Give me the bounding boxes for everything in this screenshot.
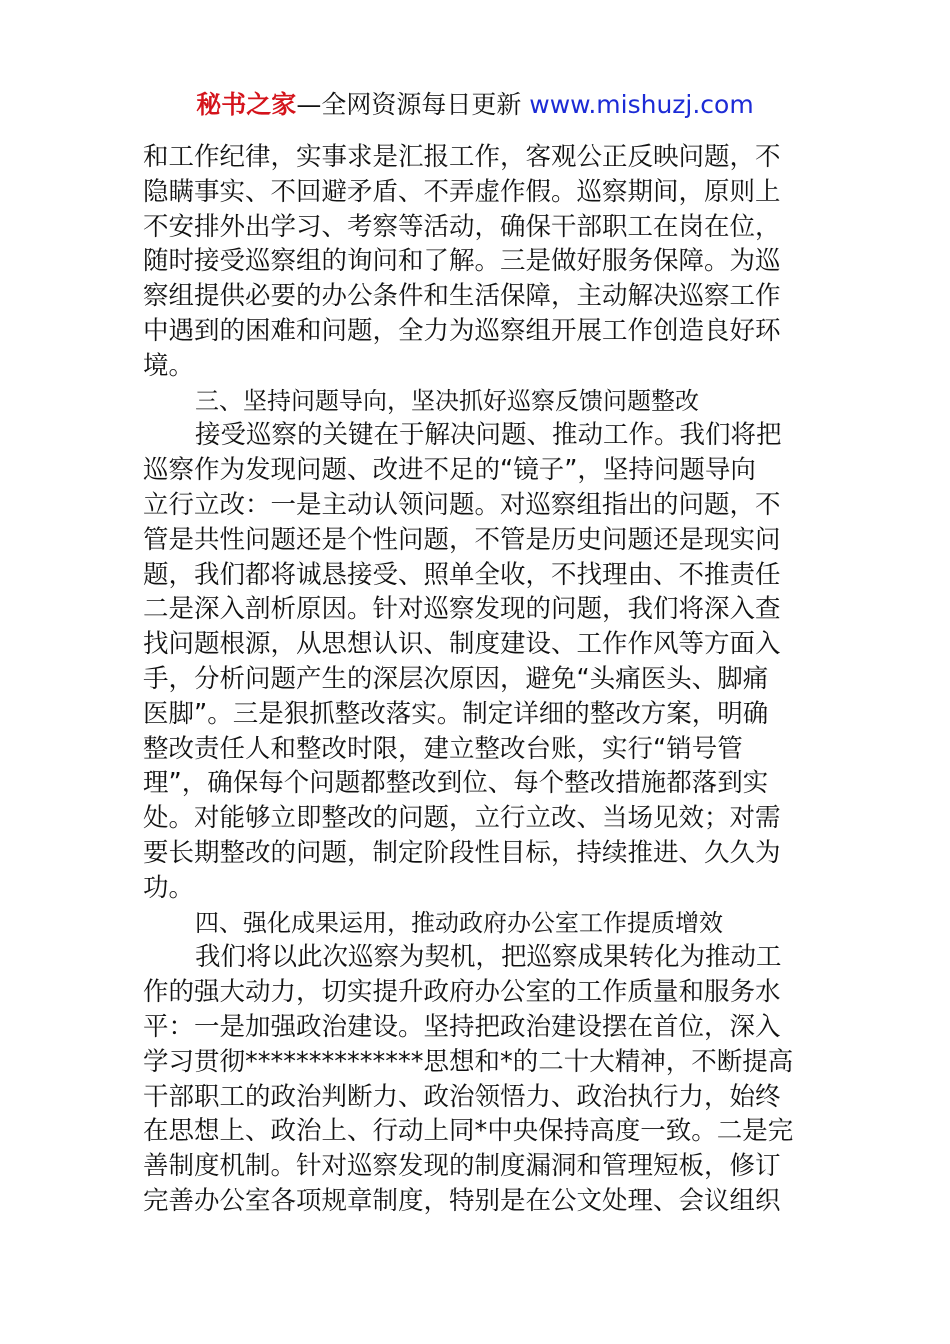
text-line: 不安排外出学习、考察等活动，确保干部职工在岗在位， [143,211,781,242]
site-url-link[interactable]: www.mishuzj.com [529,90,754,119]
text-line: 察组提供必要的办公条件和生活保障，主动解决巡察工作 [143,281,781,312]
text-line: 学习贯彻**************思想和*的二十大精神，不断提高 [143,1046,794,1077]
text-line: 找问题根源，从思想认识、制度建设、工作作风等方面入 [143,629,781,660]
text-line: 境。 [143,350,195,381]
text-line: 要长期整改的问题，制定阶段性目标，持续推进、久久为 [143,837,781,868]
text-line: 和工作纪律，实事求是汇报工作，客观公正反映问题，不 [143,142,781,172]
text-line: 随时接受巡察组的询问和了解。三是做好服务保障。为巡 [143,246,781,277]
document-body [143,140,813,1219]
section-heading-4: 四、强化成果运用，推动政府办公室工作提质增效 [195,908,723,937]
paragraph-start-line: 我们将以此次巡察为契机，把巡察成果转化为推动工 [195,942,782,973]
text-line: 作的强大动力，切实提升政府办公室的工作质量和服务水 [143,977,781,1008]
text-line: 立行立改：一是主动认领问题。对巡察组指出的问题，不 [143,489,781,520]
text-line: 平：一是加强政治建设。坚持把政治建设摆在首位，深入 [143,1011,781,1042]
text-line: 干部职工的政治判断力、政治领悟力、政治执行力，始终 [143,1081,781,1112]
text-line: 整改责任人和整改时限，建立整改台账，实行“销号管 [143,733,743,764]
text-line: 处。对能够立即整改的问题，立行立改、当场见效；对需 [143,803,781,834]
text-line: 完善办公室各项规章制度，特别是在公文处理、会议组织 [143,1185,781,1216]
text-line: 理”，确保每个问题都整改到位、每个整改措施都落到实 [143,768,769,799]
text-line: 善制度机制。针对巡察发现的制度漏洞和管理短板，修订 [143,1151,781,1182]
header-tagline: —全网资源每日更新 [296,90,522,119]
brand-name: 秘书之家 [196,90,297,119]
text-line: 手，分析问题产生的深层次原因，避免“头痛医头、脚痛 [143,663,769,694]
text-line: 题，我们都将诚恳接受、照单全收，不找理由、不推责任 [143,559,781,590]
text-line: 功。 [143,872,195,903]
text-line: 隐瞒事实、不回避矛盾、不弄虚作假。巡察期间，原则上 [143,176,781,207]
text-line: 医脚”。三是狠抓整改落实。制定详细的整改方案，明确 [143,698,769,729]
text-line: 在思想上、政治上、行动上同*中央保持高度一致。二是完 [143,1116,794,1147]
text-line: 管是共性问题还是个性问题，不管是历史问题还是现实问 [143,524,781,555]
text-line: 中遇到的困难和问题，全力为巡察组开展工作创造良好环 [143,315,781,346]
site-header [0,88,950,122]
paragraph-start-line: 接受巡察的关键在于解决问题、推动工作。我们将把 [195,420,782,451]
text-line: 二是深入剖析原因。针对巡察发现的问题，我们将深入查 [143,594,781,625]
section-heading-3: 三、坚持问题导向，坚决抓好巡察反馈问题整改 [195,386,699,415]
text-line: 巡察作为发现问题、改进不足的“镜子”，坚持问题导向 [143,455,756,486]
